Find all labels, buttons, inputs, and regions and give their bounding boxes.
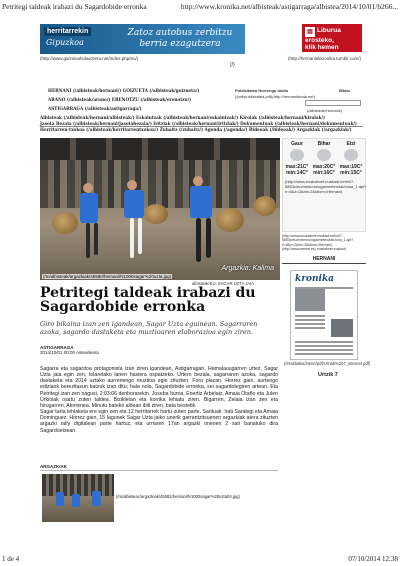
weather-url[interactable]: (http://www.euskalmet.euskadi.net/s07-5853x/eu/meteorologia/meteodat/zona_1.apl?e=8&z=2&lm=2&idiom=Hernani) xyxy=(285,179,367,194)
page-count: 1 de 4 xyxy=(2,555,20,563)
cover-photo xyxy=(295,289,325,311)
photo-url[interactable]: (/m/albisteak/argazkiak/45580/hernani/N1000sagar%20uzta.jpg) xyxy=(43,274,172,279)
article-headline: Petritegi taldeak irabazi du Sagardobide erronka xyxy=(40,285,256,315)
photo-arches xyxy=(40,138,280,160)
gallery-url[interactable]: (/m/albisteac/argazkiak/45581/hernani/N1000sagar%20uzta04.jpg) xyxy=(116,494,240,499)
nav-sections-row1[interactable]: Albisteak (/albisteak/hernani/albisteak/) Eskaintzak (/albisteak/hernani/eskaintzak/) Kirolak (/albisteak/hernani/kirolak/) xyxy=(40,115,326,120)
article-paragraph: Sagarra eta sagardoa protagonista izan ziren igandean, Astigarragan. Hamalauugarren urtez, Sagar Uzta jaia egin zen, tolaretako lanen hasiera ospatzeko. Urtero bezala, sagarraren azoka, sagardo dastaketa eta 2014 uztako aurrenengo muztioa egin zituzten. Foru plazan. Horrez gain, aurtengo ediziaok berezitasun batzuk izan ditu; hala nola, Sagardobide erronka, sei sagardotegiren artean. Eta Petritegi izan zen nagusi, 2:03:06 denborarekin. Joseba Iturria, Enertiz Arbelaiz, Amaia Otaño eta Julen Urkiolak osatu zuten taldea. Bizikletan eta korrika lehiatu ziren. Bigarren, Zelaia izan zen eta hirugarren, Alorrenea. Minutu batekò aldean ibili ziren, bata bestetik. xyxy=(40,366,278,409)
newspaper-pdf-link[interactable]: (/irraldiakia/Hene/pdf/Urriak%207_internet.pdf) xyxy=(284,361,371,366)
runner-figure xyxy=(124,190,144,218)
gipuzkoa-logo: Gipuzkoa xyxy=(46,38,84,47)
photo-credit: albisteak/EU: SAGAR UZTA JAIA xyxy=(192,281,255,286)
search-input[interactable] xyxy=(305,100,361,106)
nav-towns-row1[interactable]: HERNANI (/albisteak/hernani/) GOIZUETA (/albisteak/goizueta/) xyxy=(48,88,200,93)
gallery-divider xyxy=(40,470,278,471)
nav-sections-row2[interactable]: Jasota Bezala (/albisteak/hernani/jasotabezala/) Iritziak (/albisteak/hernani/iritziak/) Dokumentuak (/albisteak/hernani/dokumentuak/) xyxy=(40,121,357,126)
weather-day-tomorrow: Bihar xyxy=(317,141,331,147)
nav-towns-row2[interactable]: ARANO (/albisteak/arano/) ERENOTZU (/albisteak/erenotzu/) xyxy=(48,97,192,102)
weather-source-url[interactable]: (http://www.euskalmet.euskadi.net/s07-5853x/eu/meteorologia/meteodat/zona_1.apl?e=8&z=2&lm=2&idiom=Hernani)(http://www.aemet.es) euskalmet.euskadi xyxy=(282,234,354,251)
article-paragraph: Sagar tarta lehiaketa ere egin zen eta 12 herritarrek hartu zuten parte. Sarituak: Irati Saralegi eta Amaia Dominguez. Horrez gain, 15 lagunek Sagar Uzta jaiko unerik garrantzitsuenen argazkiak atera zituzten argazki rally digitalean parte hartuz, eta urriaren 17an argazki onenen 2 sari banatuko dira Sagardoetxean. xyxy=(40,409,278,434)
pdf-footer xyxy=(0,554,400,566)
runner-leg xyxy=(206,218,211,258)
weather-temps-today: max:21C° min:14C° xyxy=(285,164,309,176)
search-url[interactable]: (/albisteak/hernani/) xyxy=(307,108,343,113)
book-icon: ▤ xyxy=(305,27,315,37)
hernani-heading: HERNANI xyxy=(282,256,366,264)
cloud-icon xyxy=(317,149,331,161)
book-banner-url[interactable]: (http://hernaniekkronika.tumblr.com/) xyxy=(288,56,362,61)
article-location: ASTIGARRAGA xyxy=(40,345,74,350)
weather-widget[interactable] xyxy=(282,138,366,232)
pdf-title: Petritegi taldeak irabazi du Sagardobide erronka xyxy=(2,2,147,11)
apple-basket xyxy=(216,208,244,232)
apple-basket xyxy=(144,204,168,224)
runner-figure xyxy=(80,193,98,223)
weather-day-after: Etzi xyxy=(346,141,356,147)
cover-photo xyxy=(331,319,353,337)
nav-sections-row3[interactable]: Herritarren-txokoa (/albisteak/herritarrentxokoa/) Zuhaitz (/zuhaitz/) Agenda (/agenda/) Bideoak (/bideoak/) Argazkiak (/argazkiak/) xyxy=(40,127,352,132)
herritarrekin-logo: herritarrekin xyxy=(44,27,91,36)
book-banner[interactable]: ▤ Liburua erosteko, klik hemen xyxy=(302,24,362,52)
search-label: Bilatu xyxy=(339,88,351,93)
cloud-icon xyxy=(344,149,358,161)
nav-towns-row3[interactable]: ASTIGARRAGA (/albisteak/astigarraga/) xyxy=(48,106,142,111)
publicity-link[interactable]: Publizitatea Hurrengo bisita xyxy=(235,88,288,93)
photo-watermark: Argazkia: Kalima xyxy=(221,265,274,272)
runner-leg xyxy=(196,218,201,262)
newspaper-issue: Urtzik 7 xyxy=(318,372,338,378)
main-photo[interactable] xyxy=(40,138,280,280)
article-date: 2014/10/01 00:00 Astearkena xyxy=(40,350,99,355)
newspaper-cover[interactable] xyxy=(290,270,358,360)
bus-banner-url[interactable]: (http://www.garraioaholaeztera.net/index.php/eu/) xyxy=(40,56,139,61)
runner-leg xyxy=(94,223,98,255)
banner-slogan: Zatoz autobus zerbitzu berria ezagutzera xyxy=(127,28,233,49)
article-body xyxy=(40,366,278,434)
runner-leg xyxy=(130,218,134,258)
weather-temps-after: max:19C° min:15C° xyxy=(339,164,363,176)
gallery-label: ARGAZKIAK xyxy=(40,464,67,469)
newspaper-masthead: kronika xyxy=(295,274,335,284)
publicity-url[interactable]: (/pdf/publizitatea.pdf)(http://hernanibeaia.net) xyxy=(235,94,315,99)
weather-day-today: Gaur xyxy=(291,141,303,147)
runner-leg xyxy=(138,218,142,254)
gallery-thumbnail[interactable] xyxy=(42,474,114,522)
runner-figure xyxy=(190,186,212,218)
home-link[interactable]: (/) xyxy=(230,62,235,68)
runner-leg xyxy=(86,223,90,258)
pdf-url: http://www.kronika.net/albisteak/astigarraga/albistea/2014/10/01/b266... xyxy=(180,2,398,11)
weather-temps-tomorrow: max:20C° min:16C° xyxy=(312,164,336,176)
article-deck: Giro bikaina izan zen igandean, Sagar Uzta eguinean. Sagarraren azoka, sagardo dastaketa eta muztioaren elaborazioa egin ziren. xyxy=(40,320,258,336)
print-date: 07/10/2014 12:38 xyxy=(348,555,398,563)
pdf-header xyxy=(0,0,400,14)
cloud-icon xyxy=(290,149,304,161)
apple-basket xyxy=(52,212,78,234)
apple-basket xyxy=(254,196,276,216)
bus-service-banner[interactable] xyxy=(40,24,245,54)
